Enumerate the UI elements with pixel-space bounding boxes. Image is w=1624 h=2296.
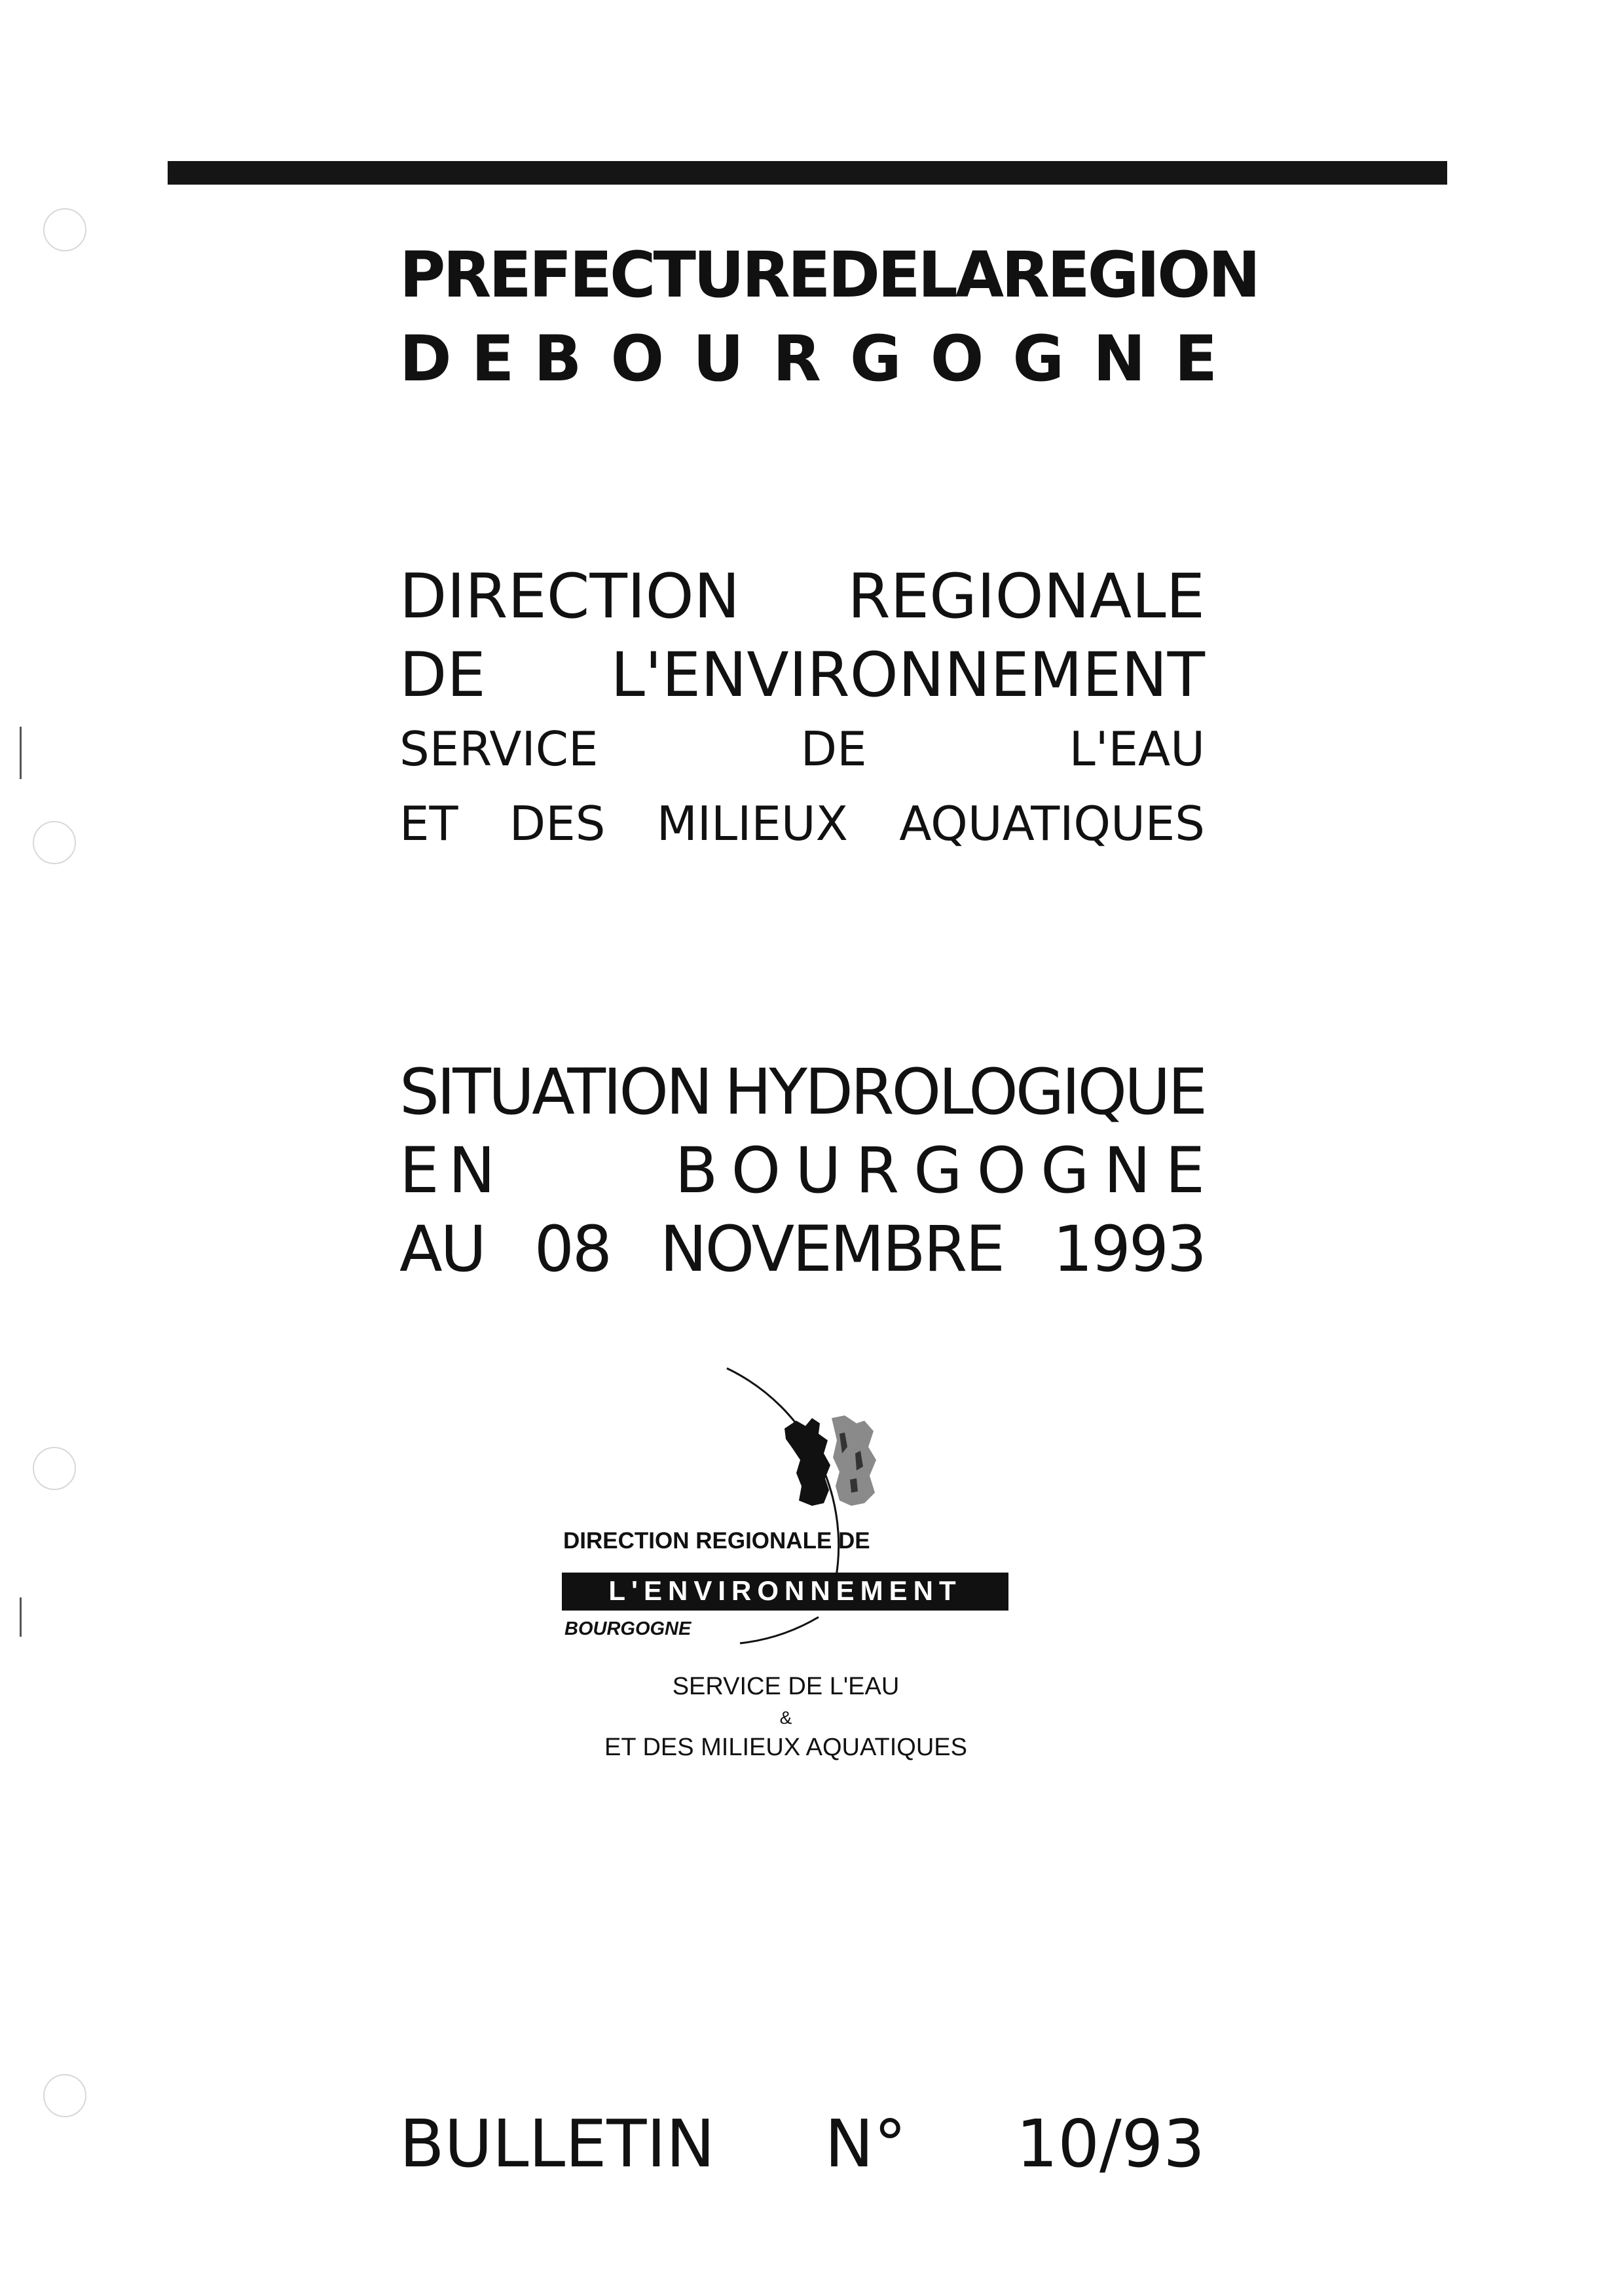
logo-arc <box>740 1617 819 1643</box>
bulletin-label: BULLETIN <box>399 2105 715 2182</box>
word: L'EAU <box>1069 721 1205 776</box>
logo-service-text: SERVICE DE L'EAU <box>672 1673 900 1700</box>
situation-line2 <box>399 1134 1219 1207</box>
word: LA <box>917 238 1002 312</box>
punch-hole <box>43 2074 86 2117</box>
word: DE <box>399 640 486 711</box>
situation-line1 <box>399 1055 1205 1129</box>
bulletin-line <box>399 2105 1205 2182</box>
word: AU <box>399 1212 485 1286</box>
word: DE <box>399 322 534 395</box>
punch-hole <box>33 1447 76 1490</box>
logo-direction-text: DIRECTION REGIONALE DE <box>563 1528 870 1554</box>
direction-line1 <box>399 561 1205 632</box>
word: L'ENVIRONNEMENT <box>610 640 1205 711</box>
logo-milieux-text: ET DES MILIEUX AQUATIQUES <box>604 1734 967 1761</box>
word: DE <box>828 238 918 312</box>
word: MILIEUX <box>656 796 848 851</box>
direction-line2 <box>399 640 1205 711</box>
punch-hole <box>33 821 76 864</box>
word: BOURGOGNE <box>674 1134 1219 1207</box>
word: EN <box>399 1134 505 1207</box>
word: PREFECTURE <box>399 238 828 312</box>
prefecture-title-line1 <box>399 238 1259 312</box>
word: DES <box>509 796 606 851</box>
bulletin-number: 10/93 <box>1016 2105 1205 2182</box>
word: HYDROLOGIQUE <box>724 1055 1205 1129</box>
direction-line4 <box>399 796 1205 851</box>
bulletin-number-sign: N° <box>824 2105 907 2182</box>
direction-line3 <box>399 721 1205 776</box>
word: SERVICE <box>399 721 599 776</box>
word: BOURGOGNE <box>534 322 1247 395</box>
word: 08 <box>534 1212 610 1286</box>
word: DIRECTION <box>399 561 740 632</box>
word: DE <box>800 721 867 776</box>
word: REGION <box>1001 238 1259 312</box>
scan-mark <box>20 1597 22 1637</box>
word: REGIONALE <box>847 561 1205 632</box>
punch-hole <box>43 208 86 251</box>
word: 1993 <box>1052 1212 1205 1286</box>
prefecture-title-line2 <box>399 322 1247 395</box>
logo-ampersand: & <box>779 1707 792 1728</box>
word: SITUATION <box>399 1055 710 1129</box>
word: AQUATIQUES <box>899 796 1205 851</box>
logo-region-text: BOURGOGNE <box>564 1618 692 1639</box>
logo-environnement-text: L'ENVIRONNEMENT <box>608 1575 962 1606</box>
scan-mark <box>20 727 22 779</box>
top-rule <box>168 161 1447 185</box>
situation-line3 <box>399 1212 1205 1286</box>
word: NOVEMBRE <box>659 1212 1003 1286</box>
word: ET <box>399 796 458 851</box>
